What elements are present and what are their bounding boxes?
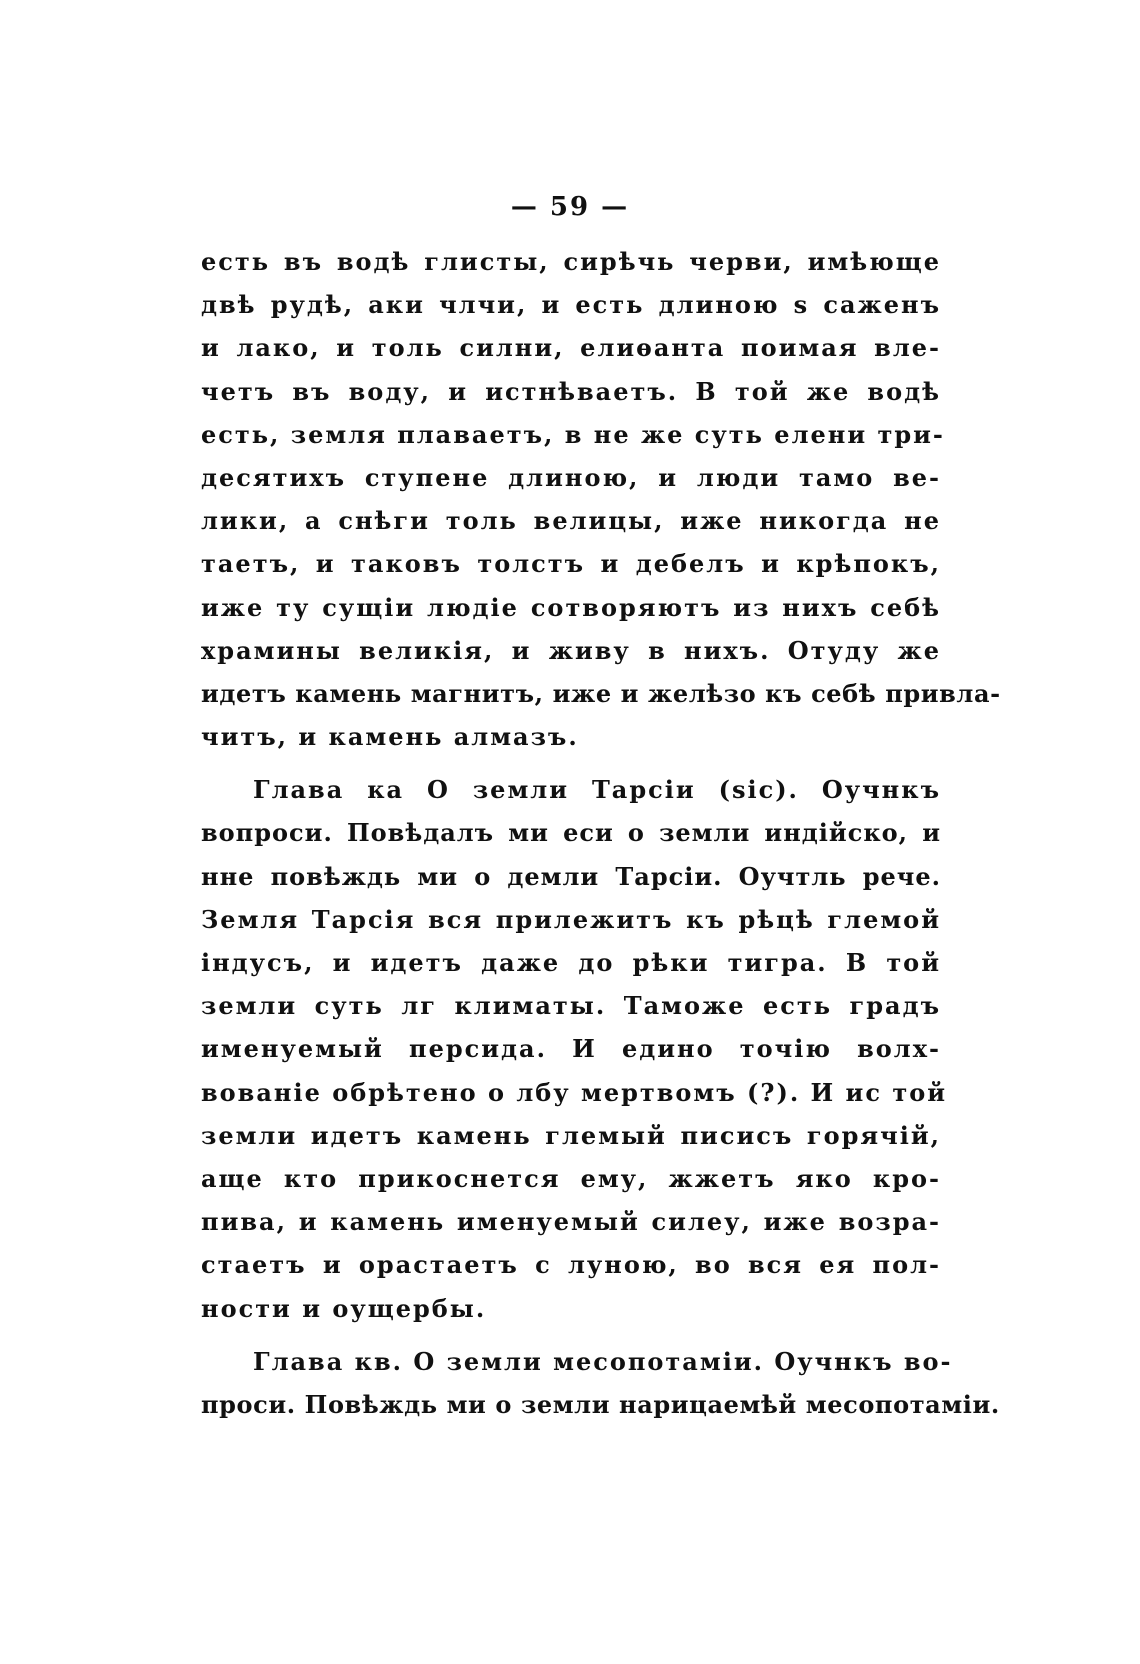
text-line: таетъ, и таковъ толстъ и дебелъ и крѣпокъ, bbox=[201, 549, 941, 579]
text-line: иже ту сущiи людiе сотворяютъ из нихъ себѣ bbox=[201, 592, 941, 622]
text-line: земли суть лг климаты. Таможе есть градъ bbox=[201, 991, 941, 1021]
text-line: нне повѣждь ми о демли Тарсiи. Оучтль рече. bbox=[201, 861, 941, 891]
paragraph-1 bbox=[201, 240, 1001, 758]
text-line: iндусъ, и идетъ даже до рѣки тигра. В той bbox=[201, 948, 941, 977]
paragraph-gap bbox=[201, 1330, 941, 1340]
text-line: Земля Тарсiя вся прилежитъ къ рѣцѣ глемой bbox=[201, 904, 941, 934]
text-line: лики, а снѣги толь велицы, иже никогда не bbox=[201, 506, 941, 536]
text-line: пива, и камень именуемый силеу, иже возра- bbox=[201, 1207, 941, 1237]
text-line: идетъ камень магнитъ, иже и желѣзо къ себѣ привла- bbox=[201, 678, 1001, 708]
text-line: ности и оущербы. bbox=[201, 1293, 487, 1323]
text-line: храмины великiя, и живу в нихъ. Отуду же bbox=[201, 635, 941, 665]
text-line: аще кто прикоснется ему, жжетъ яко кро- bbox=[201, 1163, 941, 1193]
body-text bbox=[201, 240, 1001, 1426]
text-line: земли идетъ камень глемый писисъ горячiй, bbox=[201, 1120, 941, 1150]
text-line: двѣ рудѣ, аки члчи, и есть длиною ѕ саженъ bbox=[201, 290, 941, 320]
text-line: вованiе обрѣтено о лбу мертвомъ (?). И ис той bbox=[201, 1077, 948, 1107]
text-line: четъ въ воду, и истнѣваетъ. В той же водѣ bbox=[201, 376, 941, 406]
chapter-heading-line: Глава ка О земли Тарсiи (sic). Оучнкъ bbox=[253, 775, 941, 805]
page-number: — 59 — bbox=[510, 192, 630, 222]
text-line: и лако, и толь силни, елиѳанта поимая вле- bbox=[201, 333, 941, 363]
paragraph-3 bbox=[201, 1340, 1000, 1426]
text-line: читъ, и камень алмазъ. bbox=[201, 722, 579, 752]
text-line: есть въ водѣ глисты, сирѣчь черви, имѣюще bbox=[201, 247, 941, 276]
text-line: именуемый персида. И едино точiю волх- bbox=[201, 1034, 941, 1064]
paragraph-gap bbox=[201, 758, 941, 768]
paragraph-2 bbox=[201, 768, 948, 1329]
text-line: стаетъ и орастаетъ с луною, во вся ея пол- bbox=[201, 1250, 941, 1280]
text-line: десятихъ ступене длиною, и люди тамо ве- bbox=[201, 462, 941, 492]
text-line: вопроси. Повѣдалъ ми еси о земли индiйско, и bbox=[201, 818, 941, 848]
text-line: есть, земля плаваетъ, в не же суть елени три- bbox=[201, 419, 945, 449]
chapter-heading-line: Глава кв. О земли месопотамiи. Оучнкъ во- bbox=[253, 1346, 953, 1376]
text-line: проси. Повѣждь ми о земли нарицаемѣй месопотамiи. bbox=[201, 1389, 1000, 1419]
